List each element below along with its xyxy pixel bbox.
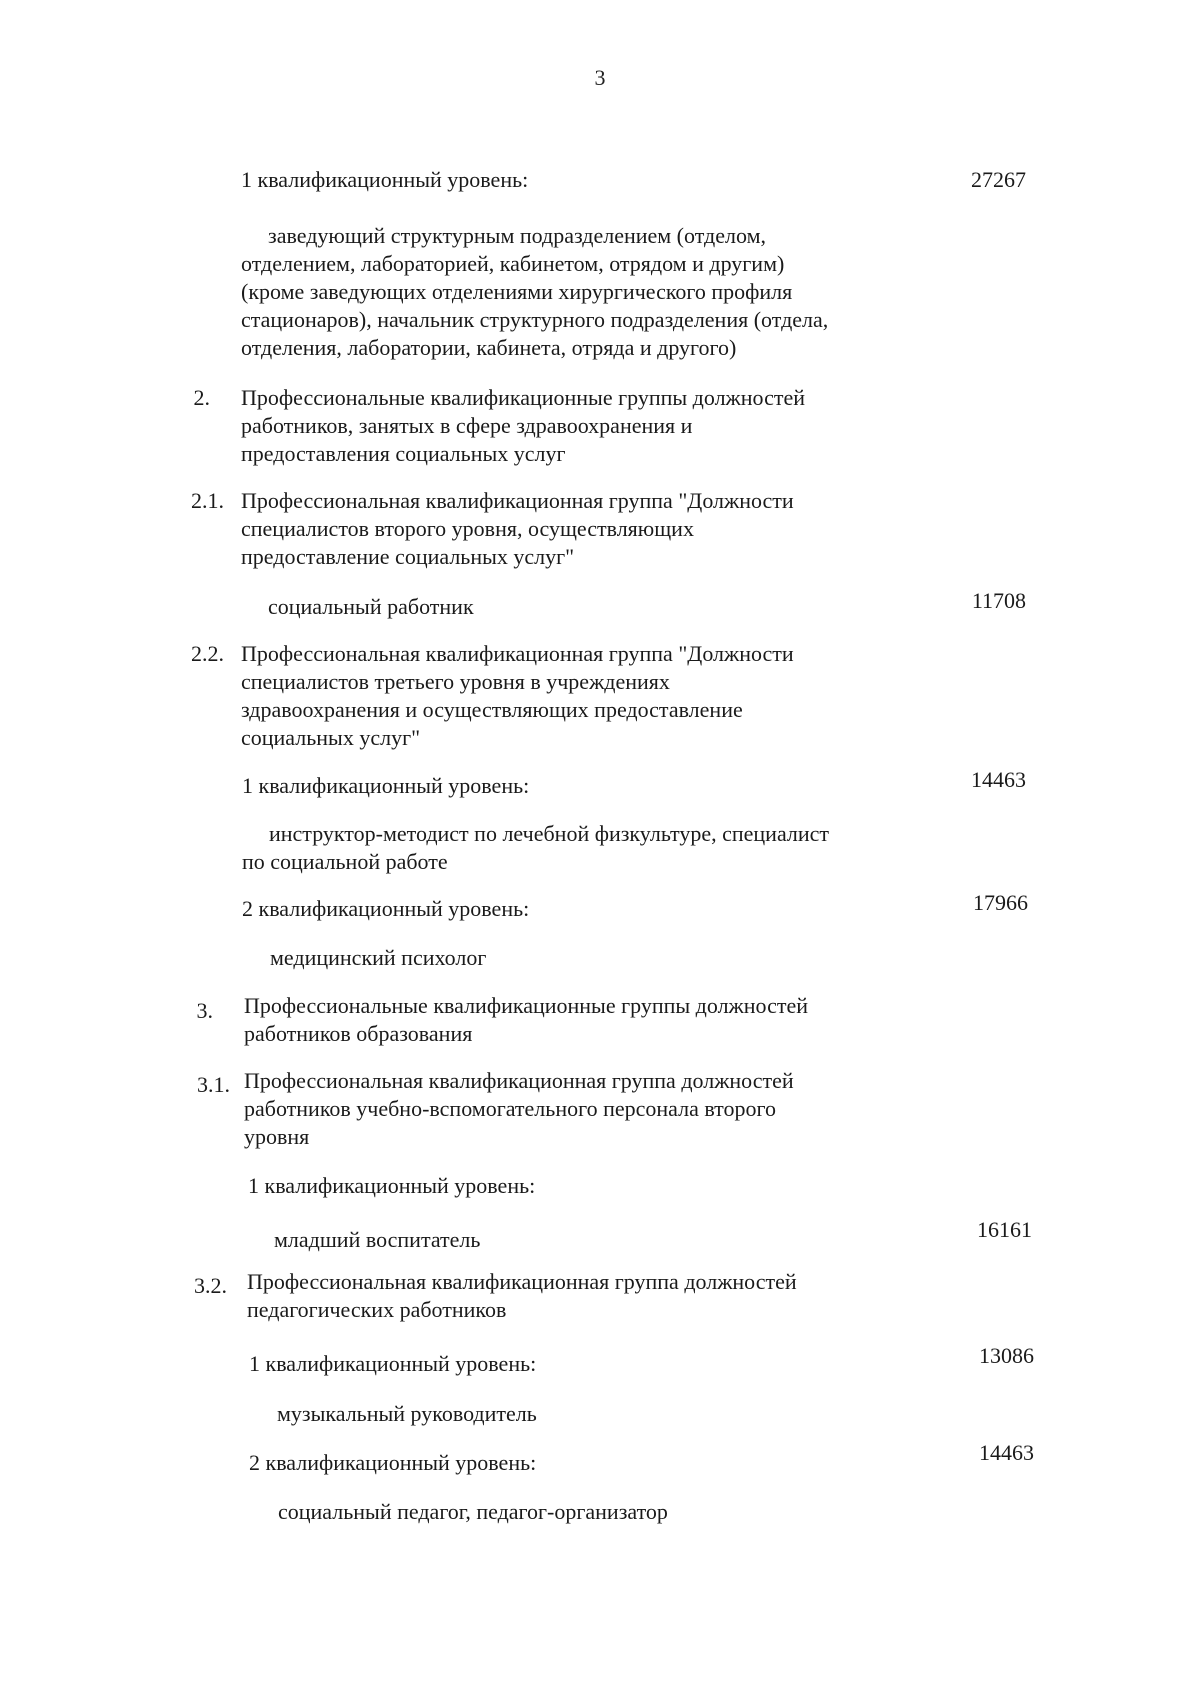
section-heading (241, 640, 794, 752)
text-line: Профессиональная квалификационная группа "Должности (241, 641, 794, 666)
position-name: социальный педагог, педагог-организатор (278, 1499, 668, 1524)
section-heading (241, 384, 805, 468)
text-line: работников учебно-вспомогательного персонала второго (244, 1096, 776, 1121)
salary-value: 13086 (979, 1343, 1034, 1368)
section-heading (244, 1067, 794, 1151)
text-line: специалистов второго уровня, осуществляющих (241, 516, 694, 541)
text-line: работников образования (244, 1021, 473, 1046)
qualification-level-label: 1 квалификационный уровень: (242, 773, 530, 798)
section-number: 3.1. (197, 1072, 230, 1097)
section-number: 2. (193, 385, 210, 410)
text-line: Профессиональные квалификационные группы должностей (244, 993, 808, 1018)
text-line: Профессиональная квалификационная группа "Должности (241, 488, 794, 513)
section-number: 2.2. (191, 641, 224, 666)
text-line: инструктор-методист по лечебной физкультуре, специалист (269, 821, 830, 846)
position-name: социальный работник (268, 594, 474, 619)
text-line: здравоохранения и осуществляющих предоставление (241, 697, 743, 722)
section-heading (241, 487, 794, 571)
qualification-level-label: 1 квалификационный уровень: (241, 167, 529, 192)
position-name: медицинский психолог (270, 945, 487, 970)
section-number: 3. (196, 998, 213, 1023)
text-line: социальных услуг" (241, 725, 421, 750)
text-line: по социальной работе (242, 849, 448, 874)
section-number: 2.1. (191, 488, 224, 513)
text-line: (кроме заведующих отделениями хирургического профиля (241, 279, 793, 304)
salary-value: 17966 (973, 890, 1028, 915)
text-line: специалистов третьего уровня в учреждениях (241, 669, 670, 694)
section-number: 3.2. (194, 1273, 227, 1298)
qualification-level-label: 1 квалификационный уровень: (249, 1351, 537, 1376)
text-line: работников, занятых в сфере здравоохранения и (241, 413, 693, 438)
position-name: музыкальный руководитель (277, 1401, 537, 1426)
qualification-level-label: 2 квалификационный уровень: (249, 1450, 537, 1475)
text-line: Профессиональные квалификационные группы должностей (241, 385, 805, 410)
position-description (242, 820, 829, 876)
page-number: 3 (594, 65, 606, 90)
text-line: отделения, лаборатории, кабинета, отряда и другого) (241, 335, 737, 360)
position-name: младший воспитатель (274, 1227, 481, 1252)
salary-value: 11708 (971, 588, 1026, 613)
salary-value: 27267 (971, 167, 1026, 192)
qualification-level-label: 2 квалификационный уровень: (242, 896, 530, 921)
text-line: отделением, лабораторией, кабинетом, отрядом и другим) (241, 251, 785, 276)
salary-value: 16161 (977, 1217, 1032, 1242)
text-line: предоставление социальных услуг" (241, 544, 575, 569)
text-line: стационаров), начальник структурного подразделения (отдела, (241, 307, 829, 332)
salary-value: 14463 (979, 1440, 1034, 1465)
position-description (241, 222, 828, 362)
text-line: предоставления социальных услуг (241, 441, 566, 466)
salary-value: 14463 (971, 767, 1026, 792)
text-line: педагогических работников (247, 1297, 507, 1322)
section-heading (247, 1268, 797, 1324)
text-line: уровня (244, 1124, 310, 1149)
section-heading (244, 992, 808, 1048)
text-line: Профессиональная квалификационная группа должностей (244, 1068, 794, 1093)
qualification-level-label: 1 квалификационный уровень: (248, 1173, 536, 1198)
text-line: Профессиональная квалификационная группа должностей (247, 1269, 797, 1294)
text-line: заведующий структурным подразделением (отделом, (268, 223, 766, 248)
